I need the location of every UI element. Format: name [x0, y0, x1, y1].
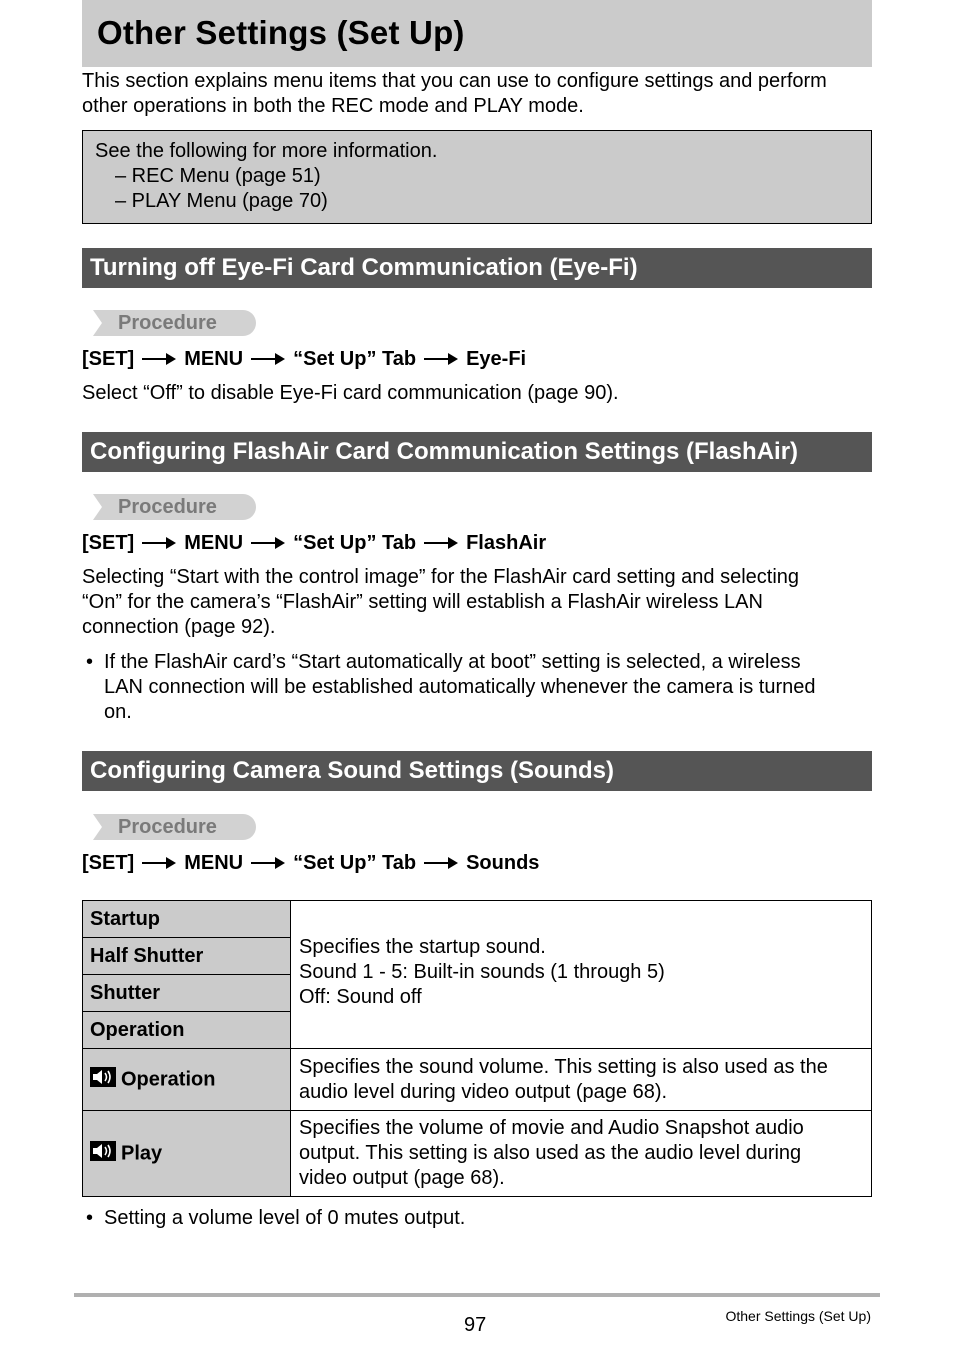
sounds-note: Setting a volume level of 0 mutes output. — [104, 1207, 466, 1229]
arrow-right-icon — [251, 857, 285, 869]
arrow-right-icon — [142, 353, 176, 365]
row-desc-volume-play: Specifies the volume of movie and Audio Snapshot audio output. This setting is also used as the audio level during video output (page 68). — [291, 1111, 872, 1197]
arrow-right-icon — [251, 537, 285, 549]
intro-text: This section explains menu items that you can use to configure settings and perform other operations in both the REC mode and PLAY mode. — [82, 70, 827, 117]
row-label-shutter: Shutter — [83, 975, 291, 1012]
info-link-rec-menu[interactable]: – REC Menu (page 51) — [115, 165, 321, 187]
info-box: See the following for more information. – REC Menu (page 51) – PLAY Menu (page 70) — [82, 130, 872, 224]
menu-path-sounds: [SET] MENU “Set Up” Tab Sounds — [82, 851, 540, 874]
row-label-half-shutter: Half Shutter — [83, 938, 291, 975]
table-row — [83, 901, 872, 938]
section-heading-flashair: Configuring FlashAir Card Communication Settings (FlashAir) — [82, 432, 872, 472]
section-heading-sounds: Configuring Camera Sound Settings (Sounds) — [82, 751, 872, 791]
bullet-dot: • — [86, 651, 94, 673]
speaker-icon — [90, 1067, 116, 1093]
speaker-icon — [90, 1141, 116, 1167]
row-label-operation: Operation — [83, 1012, 291, 1049]
page-number: 97 — [464, 1314, 487, 1336]
arrow-right-icon — [142, 537, 176, 549]
section-heading-eyefi: Turning off Eye-Fi Card Communication (Eye-Fi) — [82, 248, 872, 288]
table-row — [83, 1111, 872, 1197]
arrow-right-icon — [424, 353, 458, 365]
info-link-play-menu[interactable]: – PLAY Menu (page 70) — [115, 190, 328, 212]
row-desc-startup: Specifies the startup sound. Sound 1 - 5: Built-in sounds (1 through 5) Off: Sound off — [291, 901, 872, 1049]
arrow-right-icon — [251, 353, 285, 365]
flashair-note: If the FlashAir card’s “Start automatically at boot” setting is selected, a wireless LAN connection will be established automatically whenever the camera is turned on. — [104, 651, 816, 723]
arrow-right-icon — [424, 857, 458, 869]
arrow-right-icon — [142, 857, 176, 869]
row-label-volume-play: Play — [83, 1111, 291, 1197]
row-desc-volume-operation: Specifies the sound volume. This setting is also used as the audio level during video output (page 68). — [291, 1049, 872, 1111]
footer-section-label: Other Settings (Set Up) — [725, 1308, 871, 1324]
procedure-tab: Procedure — [84, 494, 256, 520]
bullet-dot: • — [86, 1207, 94, 1229]
footer-divider — [74, 1293, 880, 1297]
procedure-tab: Procedure — [84, 814, 256, 840]
eyefi-description: Select “Off” to disable Eye-Fi card communication (page 90). — [82, 382, 619, 404]
sounds-table — [82, 900, 872, 1197]
row-label-volume-operation: Operation — [83, 1049, 291, 1111]
row-label-startup: Startup — [83, 901, 291, 938]
table-row — [83, 1049, 872, 1111]
menu-path-flashair: [SET] MENU “Set Up” Tab FlashAir — [82, 531, 547, 554]
procedure-tab: Procedure — [84, 310, 256, 336]
arrow-right-icon — [424, 537, 458, 549]
flashair-description: Selecting “Start with the control image” for the FlashAir card setting and selecting “On” for the camera’s “FlashAir” setting will establish a FlashAir wireless LAN connection (page 92). — [82, 566, 800, 638]
page-title: Other Settings (Set Up) — [97, 14, 465, 51]
menu-path-eyefi: [SET] MENU “Set Up” Tab Eye-Fi — [82, 347, 527, 370]
